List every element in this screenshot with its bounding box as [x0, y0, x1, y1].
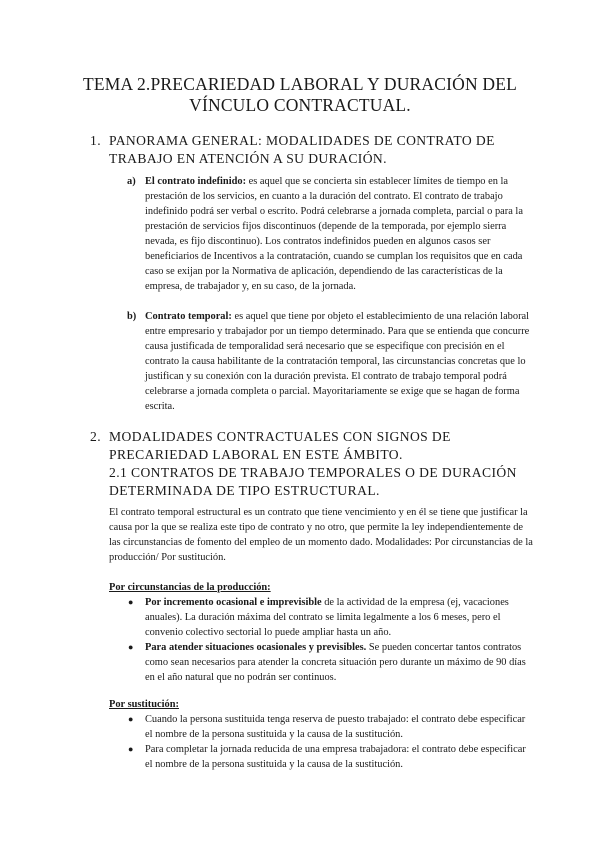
section-2-heading: [90, 428, 530, 464]
structural-contract-intro: El contrato temporal estructural es un contrato que tiene vencimiento y en él se tiene que justificar la causa por la que se realiza este tipo de contrato y no otro, que permite la ley independientemente de las circunstancias de fomento del empleo de un momento dado. Modalidades: Por circunstancias de la producción/ Por sustitución.: [109, 507, 533, 563]
substitution-item-1: Cuando la persona sustituida tenga reserva de puesto trabajado: el contrato debe especificar el nombre de la persona sustituida y la causa de la sustitución.: [145, 714, 526, 740]
item-a-paragraph: [145, 174, 530, 294]
section-1-number: 1.: [90, 133, 101, 148]
section-1-heading-line-2: TRABAJO EN ATENCIÓN A SU DURACIÓN.: [109, 151, 387, 166]
item-b-term: Contrato temporal:: [145, 311, 232, 322]
item-b-marker: b): [127, 311, 137, 322]
section-2-heading-line-2: PRECARIEDAD LABORAL EN ESTE ÁMBITO.: [109, 447, 403, 462]
production-item-1: [145, 595, 530, 640]
production-circumstances-heading: Por circunstancias de la producción:: [109, 582, 271, 593]
title-line-2: VÍNCULO CONTRACTUAL.: [189, 95, 411, 115]
bullet-icon: ●: [128, 642, 134, 652]
substitution-item-2: Para completar la jornada reducida de una empresa trabajadora: el contrato debe especificar el nombre de la persona sustituida y la causa de la sustitución.: [145, 744, 526, 770]
production-item-1-term: Por incremento ocasional e imprevisible: [145, 597, 322, 608]
item-b-paragraph: [145, 309, 530, 414]
production-item-2-term: Para atender situaciones ocasionales y previsibles.: [145, 642, 367, 653]
production-item-2-text: Se pueden concertar tantos contratos como sean necesarios para atender la concreta situación pero durante un máximo de 90 días en el año natural que no podrán ser continuos.: [145, 642, 526, 683]
section-1-heading: [90, 132, 530, 168]
item-a-term: El contrato indefinido:: [145, 176, 247, 187]
bullet-icon: ●: [128, 744, 134, 754]
item-b-text: es aquel que tiene por objeto el establecimiento de una relación laboral entre empresario y trabajador por un tiempo determinado. Para que se entienda que concurre causa justificada de temporalidad será necesario que se especifique con precisión en el contrato la causa habilitante de la contratación temporal, las circunstancias concretas que lo justifican y su conexión con la duración prevista. El contrato de trabajo temporal podrá celebrarse a jornada completa o parcial. Mayoritariamente se exige que se hagan de forma escrita.: [145, 311, 530, 412]
subsection-2-1-heading: [109, 464, 529, 500]
substitution-heading: Por sustitución:: [109, 699, 179, 710]
section-2-heading-line-1: MODALIDADES CONTRACTUALES CON SIGNOS DE: [109, 429, 451, 444]
production-item-2: [145, 640, 530, 685]
document-title: [60, 74, 540, 116]
bullet-icon: ●: [128, 714, 134, 724]
section-2-number: 2.: [90, 429, 101, 444]
production-item-1-text: de la actividad de la empresa (ej, vacaciones anuales). La duración máxima del contrato se limita legalmente a los 6 meses, pero el convenio colectivo sectorial lo puede ampliar hasta un año.: [145, 597, 509, 638]
item-a-text: es aquel que se concierta sin establecer límites de tiempo en la prestación de los servicios, en cuanto a la duración del contrato. El contrato de trabajo indefinido podrá ser verbal o escrito. Podrá celebrarse a jornada completa, parcial o para la prestación de servicios fijos discontinuos (depende de la temporada, por ejemplo sierra nevada, es fijo discontinuo). Los contratos indefinidos pueden en algunos casos ser beneficiarios de Incentivos a la contratación, cuando se cumplan los requisitos que en cada caso se exijan por la Normativa de aplicación, dependiendo de las características de la empresa, de trabajador y, en su caso, de la jornada.: [145, 176, 523, 292]
bullet-icon: ●: [128, 597, 134, 607]
item-a-marker: a): [127, 176, 136, 187]
title-line-1: TEMA 2.PRECARIEDAD LABORAL Y DURACIÓN DEL: [82, 74, 518, 94]
subsection-2-1-line-1: 2.1 CONTRATOS DE TRABAJO TEMPORALES O DE DURACIÓN: [109, 465, 517, 480]
section-1-heading-line-1: PANORAMA GENERAL: MODALIDADES DE CONTRATO DE: [109, 133, 495, 148]
subsection-2-1-line-2: DETERMINADA DE TIPO ESTRUCTURAL.: [109, 483, 380, 498]
